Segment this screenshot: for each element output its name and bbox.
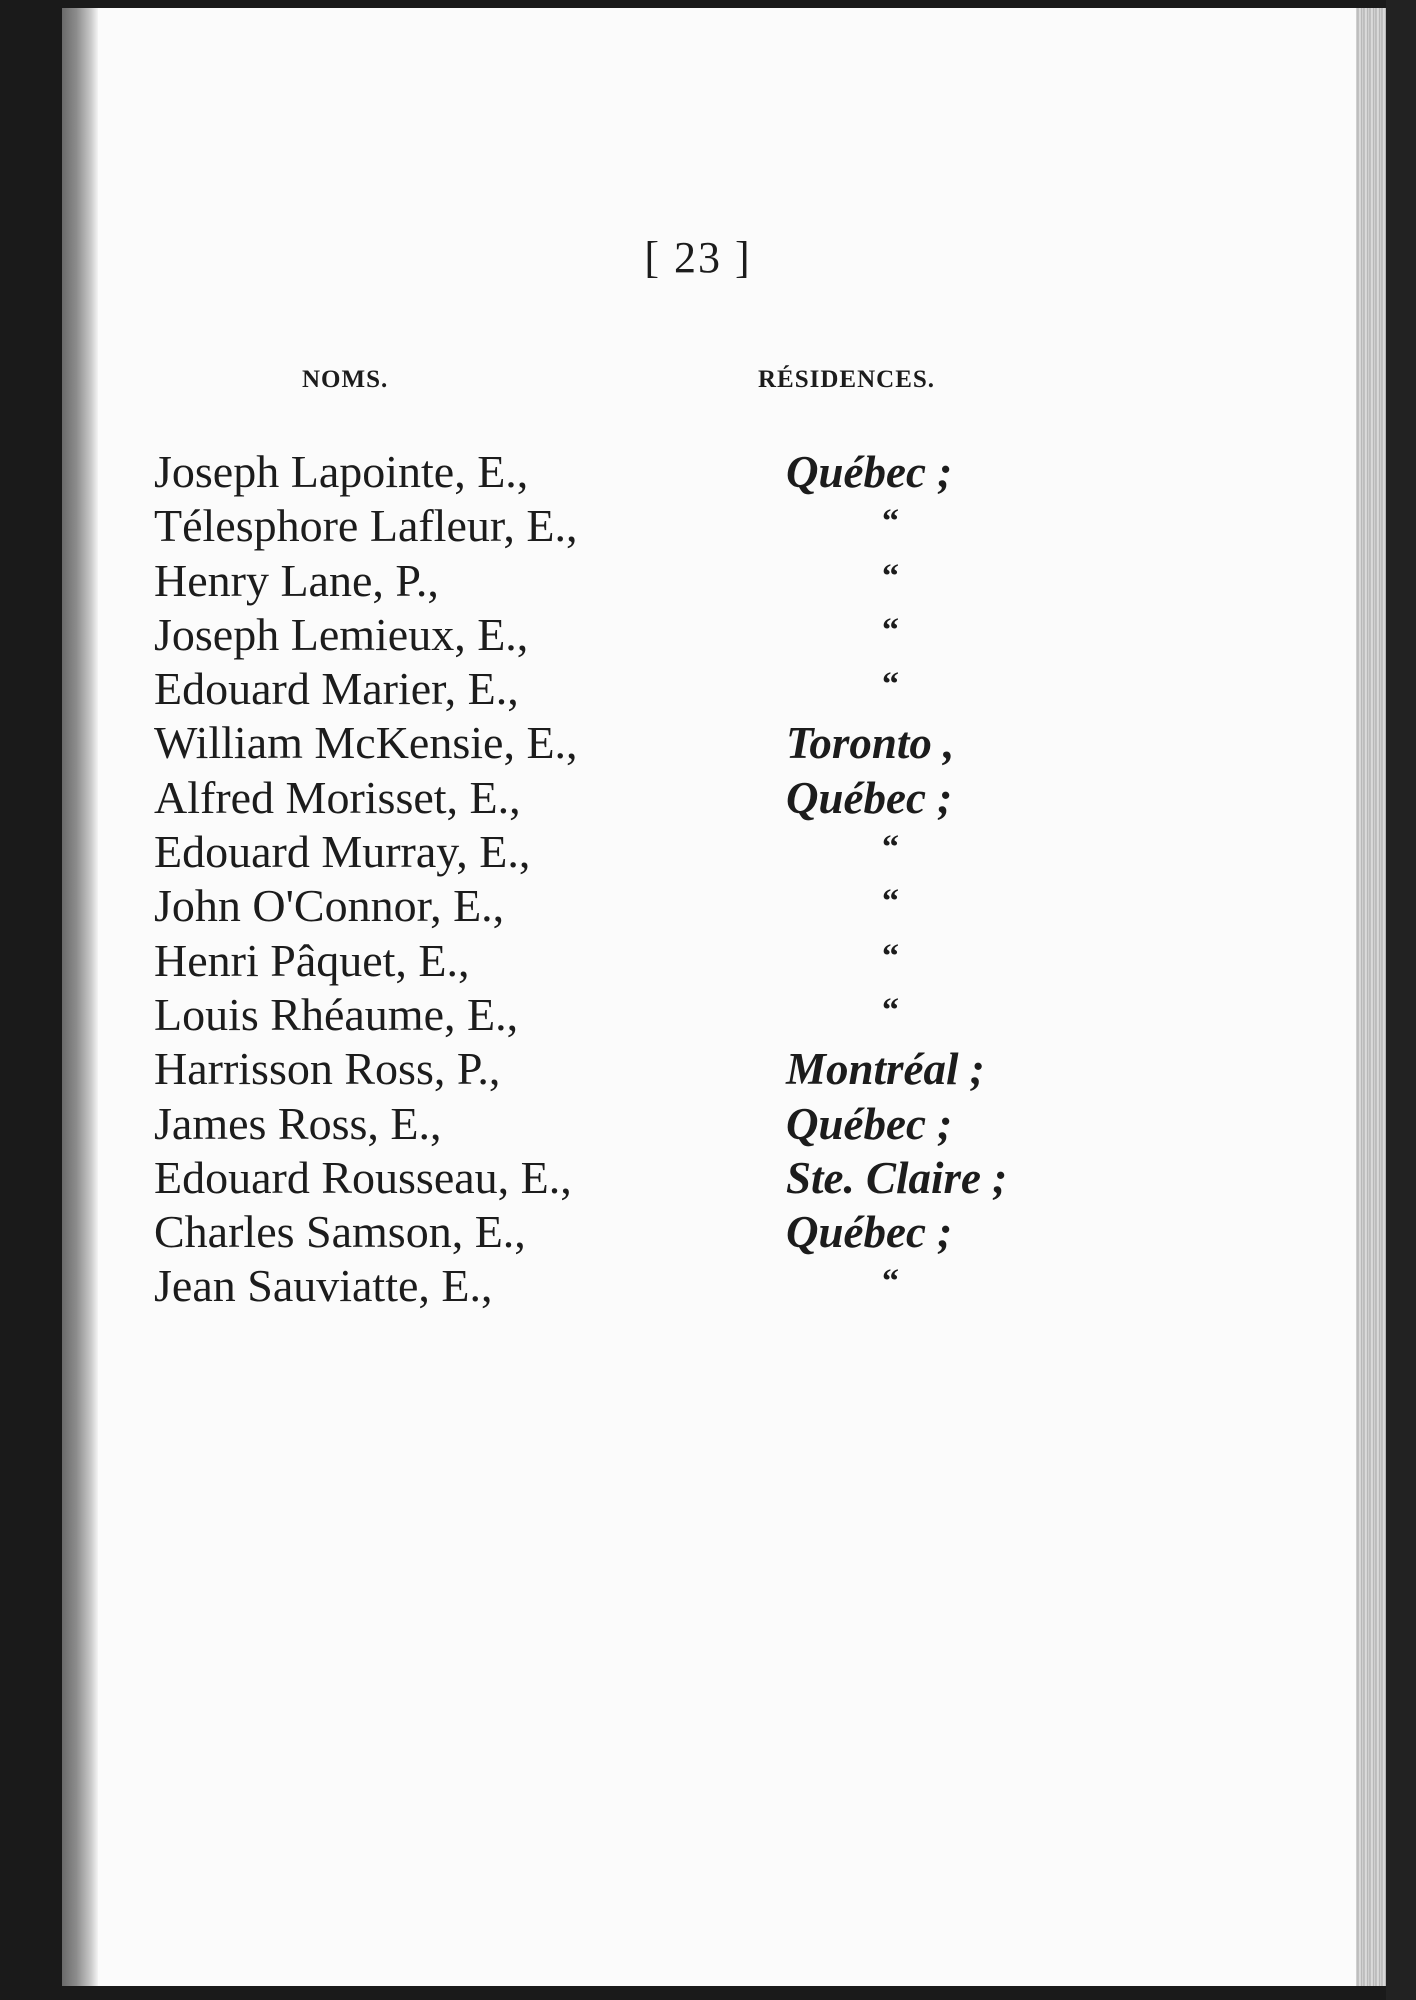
list-item <box>154 771 1154 825</box>
entry-name: William McKensie, E., <box>154 717 578 769</box>
ditto-mark: “ <box>882 503 899 541</box>
list-item <box>154 608 1154 662</box>
entry-residence: Québec ; <box>786 772 953 823</box>
entry-residence: Toronto , <box>786 718 955 769</box>
list-item <box>154 1205 1154 1259</box>
column-header-residences: RÉSIDENCES. <box>758 366 936 393</box>
list-item <box>154 1259 1154 1313</box>
entry-name: John O'Connor, E., <box>154 880 505 932</box>
entry-residence: Québec ; <box>786 1207 953 1258</box>
list-item <box>154 879 1154 933</box>
entry-residence: Ste. Claire ; <box>786 1152 1008 1203</box>
ditto-mark: “ <box>882 611 899 649</box>
page-number: [ 23 ] <box>644 233 752 282</box>
entry-name: Joseph Lapointe, E., <box>154 446 529 497</box>
ditto-mark: “ <box>882 557 899 595</box>
ditto-mark: “ <box>882 1263 899 1301</box>
column-header-names: NOMS. <box>302 366 389 393</box>
list-item <box>154 716 1154 770</box>
entry-name: Edouard Murray, E., <box>154 826 531 878</box>
entry-name: Edouard Rousseau, E., <box>154 1151 572 1203</box>
list-item <box>154 445 1154 499</box>
entry-name: Joseph Lemieux, E., <box>154 608 529 660</box>
list-item <box>154 1042 1154 1096</box>
entry-name: Charles Samson, E., <box>154 1206 526 1258</box>
entries-list <box>154 445 1154 1314</box>
entry-name: Télesphore Lafleur, E., <box>154 500 578 552</box>
entry-name: Harrisson Ross, P., <box>154 1043 501 1095</box>
entry-name: James Ross, E., <box>154 1097 442 1149</box>
entry-name: Jean Sauviatte, E., <box>154 1260 493 1312</box>
list-item <box>154 825 1154 879</box>
list-item <box>154 499 1154 553</box>
scan-edge <box>1386 0 1416 2000</box>
entry-name: Henry Lane, P., <box>154 554 439 606</box>
entry-residence: Montréal ; <box>786 1044 985 1095</box>
list-item <box>154 662 1154 716</box>
entry-name: Alfred Morisset, E., <box>154 771 521 823</box>
list-item <box>154 554 1154 608</box>
list-item <box>154 988 1154 1042</box>
binding-gutter <box>62 8 98 1986</box>
ditto-mark: “ <box>882 937 899 975</box>
ditto-mark: “ <box>882 666 899 704</box>
ditto-mark: “ <box>882 991 899 1029</box>
entry-residence: Québec ; <box>786 447 953 497</box>
list-item <box>154 934 1154 988</box>
entry-residence: Québec ; <box>786 1098 953 1149</box>
entry-name: Edouard Marier, E., <box>154 663 519 715</box>
ditto-mark: “ <box>882 883 899 921</box>
list-item <box>154 1151 1154 1205</box>
ditto-mark: “ <box>882 829 899 867</box>
entry-name: Louis Rhéaume, E., <box>154 988 519 1040</box>
entry-name: Henri Pâquet, E., <box>154 934 470 986</box>
list-item <box>154 1097 1154 1151</box>
